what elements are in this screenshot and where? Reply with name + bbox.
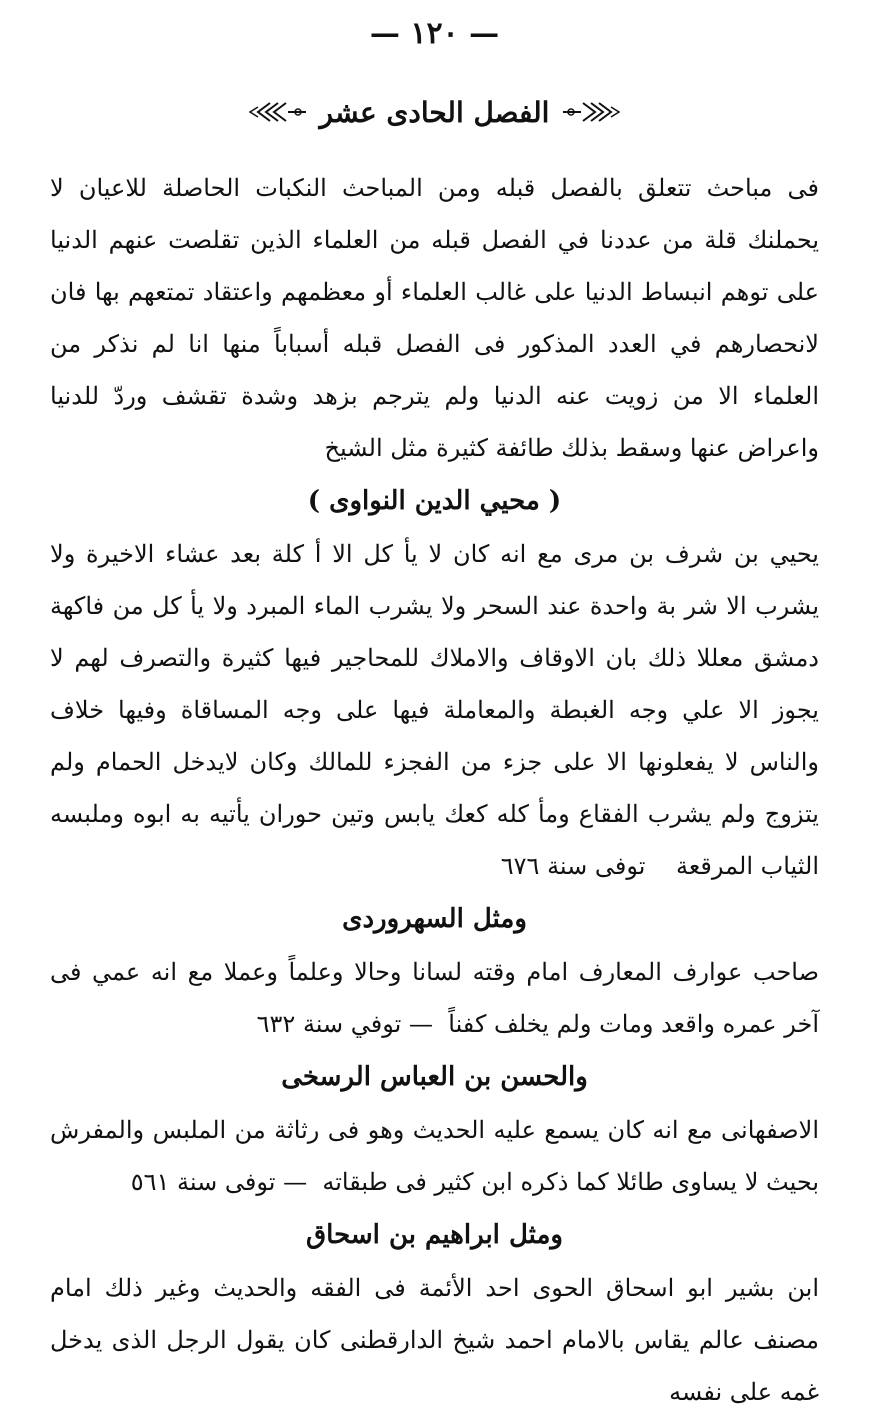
section-heading-nawawi: ( محيي الدين النواوى ) (307, 486, 562, 516)
ornament-icon (248, 101, 308, 123)
section-body: صاحب عوارف المعارف امام وقته لسانا وحالا وعلماً وعملا مع انه عمي فى آخر عمره واقعد ومات ولم يخلف كفناً (50, 958, 819, 1038)
chapter-title-text: الفصل الحادى عشر (319, 95, 550, 129)
section-heading-ibrahim: ومثل ابراهيم بن اسحاق (306, 1220, 563, 1250)
death-date: توفى سنة ٦٧٦ (500, 852, 646, 880)
section-heading-hasan: والحسن بن العباس الرسخى (281, 1062, 588, 1092)
section-body: يحيي بن شرف بن مرى مع انه كان لا يأ كل الا أ كلة بعد عشاء الاخيرة ولا يشرب الا شر بة واحدة عند السحر ولا يشرب الماء المبرد ولا يأ كل من فاكهة دمشق معللا ذلك بان الاوقاف والاملاك للمحاجير فيها كثيرة والتصرف لهم لا يجوز الا علي وجه الغبطة والمعاملة فيها على وجه المساقاة وفيها خلاف والناس لا يفعلونها الا على جزء من الفجزء للمالك وكان لايدخل الحمام ولم يتزوج ولم يشرب الفقاع ومأ كله كعك يابس وتين حوران يأتيه به ابوه وملبسه الثياب المرقعة (50, 540, 819, 880)
section-body: الاصفهانى مع انه كان يسمع عليه الحديث وهو فى رثاثة من الملبس والمفرش بحيث لا يساوى طائلا كما ذكره ابن كثير فى طبقاته (50, 1116, 819, 1196)
death-date: — توفى سنة ٥٦١ (130, 1168, 308, 1196)
section-text-hasan (50, 1104, 819, 1208)
death-date: — توفي سنة ٦٣٢ (256, 1010, 433, 1038)
ornament-icon (561, 101, 621, 123)
page-number: — ١٢٠ — (369, 16, 500, 51)
section-text-suhrawardi (50, 946, 819, 1050)
intro-paragraph: فى مباحث تتعلق بالفصل قبله ومن المباحث النكبات الحاصلة للاعيان لا يحملنك قلة من عددنا في الفصل قبله من العلماء الذين تقلصت عنهم الدنيا على توهم انبساط الدنيا على غالب العلماء أو معظمهم واعتقاد تمتعهم بها فان لانحصارهم في العدد المذكور فى الفصل قبله أسباباً منها انا لم نذكر من العلماء الا من زويت عنه الدنيا ولم يترجم بزهد وشدة تقشف وردّ للدنيا واعراض عنها وسقط بذلك طائفة كثيرة مثل الشيخ (50, 174, 819, 462)
section-heading-suhrawardi: ومثل السهروردى (342, 904, 527, 934)
chapter-title (50, 90, 819, 134)
section-text-nawawi (50, 528, 819, 892)
section-body: ابن بشير ابو اسحاق الحوى احد الأئمة فى الفقه والحديث وغير ذلك امام مصنف عالم يقاس بالامام احمد شيخ الدارقطنى كان يقول الرجل الذى يدخل غمه على نفسه (50, 1274, 819, 1406)
section-text-ibrahim (50, 1262, 819, 1418)
